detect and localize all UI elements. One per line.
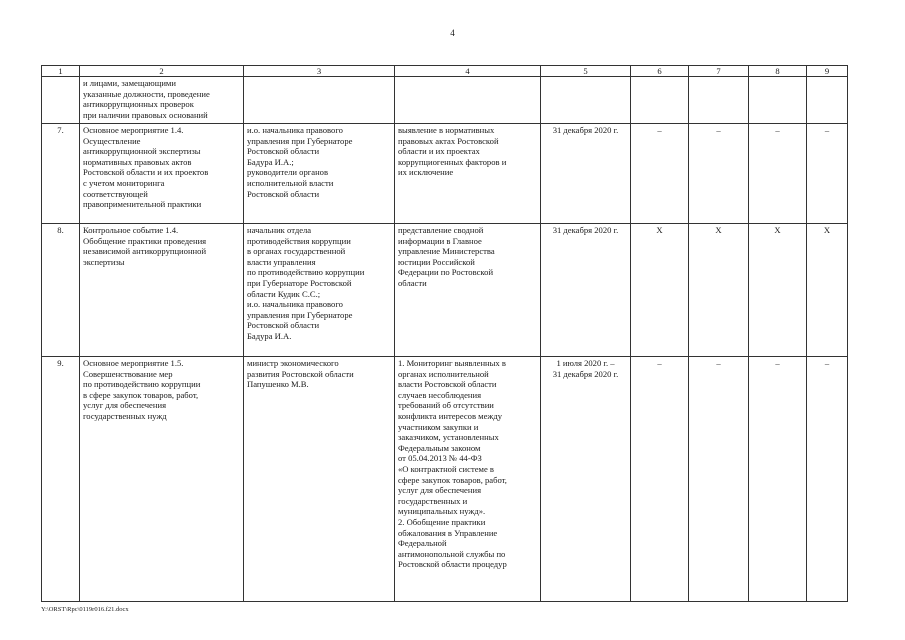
column-header: 8 bbox=[749, 66, 807, 77]
column-header: 2 bbox=[80, 66, 244, 77]
table-row bbox=[42, 357, 848, 602]
status-cell: – bbox=[749, 124, 807, 224]
status-cell: – bbox=[749, 357, 807, 602]
status-cell: X bbox=[689, 224, 749, 357]
result-cell: 1. Мониторинг выявленных в органах исполнительной власти Ростовской области случаев несоблюдения требований об отсутствии конфликта интересов между участником закупки и заказчиком, установленных Федеральным законом от 05.04.2013 № 44-ФЗ «О контрактной системе в сфере закупок товаров, работ, услуг для обеспечения государственных и муниципальных нужд». 2. Обобщение практики обжалования в Управление Федеральной антимонопольной службы по Ростовской области процедур bbox=[395, 357, 541, 602]
result-cell: выявление в нормативных правовых актах Ростовской области и их проектах коррупциогенных факторов и их исключение bbox=[395, 124, 541, 224]
table-row bbox=[42, 224, 848, 357]
responsible-cell: и.о. начальника правового управления при Губернаторе Ростовской области Бадура И.А.; руководители органов исполнительной власти Ростовской области bbox=[244, 124, 395, 224]
responsible-cell: министр экономического развития Ростовской области Папушенко М.В. bbox=[244, 357, 395, 602]
responsible-cell: начальник отдела противодействия коррупции в органах государственной власти управления по противодействию коррупции при Губернаторе Ростовской области Кудик С.С.; и.о. начальника правового управления при Губернаторе Ростовской области Бадура И.А. bbox=[244, 224, 395, 357]
row-number: 9. bbox=[42, 357, 80, 602]
status-cell: – bbox=[631, 357, 689, 602]
status-cell: X bbox=[807, 224, 848, 357]
status-cell bbox=[807, 77, 848, 124]
event-cell: и лицами, замещающими указанные должности, проведение антикоррупционных проверок при наличии правовых оснований bbox=[80, 77, 244, 124]
event-cell: Основное мероприятие 1.4. Осуществление антикоррупционной экспертизы нормативных правовых актов Ростовской области и их проектов с учетом мониторинга соответствующей правоприменительной практики bbox=[80, 124, 244, 224]
row-number: 8. bbox=[42, 224, 80, 357]
column-header: 9 bbox=[807, 66, 848, 77]
column-header: 5 bbox=[541, 66, 631, 77]
table-row bbox=[42, 77, 848, 124]
result-cell: представление сводной информации в Главное управление Министерства юстиции Российской Федерации по Ростовской области bbox=[395, 224, 541, 357]
deadline-cell: 1 июля 2020 г. – 31 декабря 2020 г. bbox=[541, 357, 631, 602]
deadline-cell: 31 декабря 2020 г. bbox=[541, 124, 631, 224]
table-row bbox=[42, 124, 848, 224]
event-cell: Контрольное событие 1.4. Обобщение практики проведения независимой антикоррупционной экспертизы bbox=[80, 224, 244, 357]
column-header: 3 bbox=[244, 66, 395, 77]
deadline-cell bbox=[541, 77, 631, 124]
header-row bbox=[42, 66, 848, 77]
event-cell: Основное мероприятие 1.5. Совершенствование мер по противодействию коррупции в сфере закупок товаров, работ, услуг для обеспечения государственных нужд bbox=[80, 357, 244, 602]
status-cell: – bbox=[689, 357, 749, 602]
document-file-path: Y:\ORST\Rpc\0119r016.f21.docx bbox=[41, 606, 129, 613]
row-number bbox=[42, 77, 80, 124]
column-header: 1 bbox=[42, 66, 80, 77]
status-cell: – bbox=[689, 124, 749, 224]
column-header: 4 bbox=[395, 66, 541, 77]
status-cell: – bbox=[807, 357, 848, 602]
status-cell bbox=[749, 77, 807, 124]
page-number: 4 bbox=[450, 28, 455, 38]
status-cell bbox=[689, 77, 749, 124]
action-plan-table bbox=[41, 65, 848, 602]
column-header: 6 bbox=[631, 66, 689, 77]
column-header: 7 bbox=[689, 66, 749, 77]
status-cell: – bbox=[631, 124, 689, 224]
status-cell: X bbox=[749, 224, 807, 357]
row-number: 7. bbox=[42, 124, 80, 224]
status-cell: – bbox=[807, 124, 848, 224]
deadline-cell: 31 декабря 2020 г. bbox=[541, 224, 631, 357]
result-cell bbox=[395, 77, 541, 124]
responsible-cell bbox=[244, 77, 395, 124]
status-cell: X bbox=[631, 224, 689, 357]
status-cell bbox=[631, 77, 689, 124]
